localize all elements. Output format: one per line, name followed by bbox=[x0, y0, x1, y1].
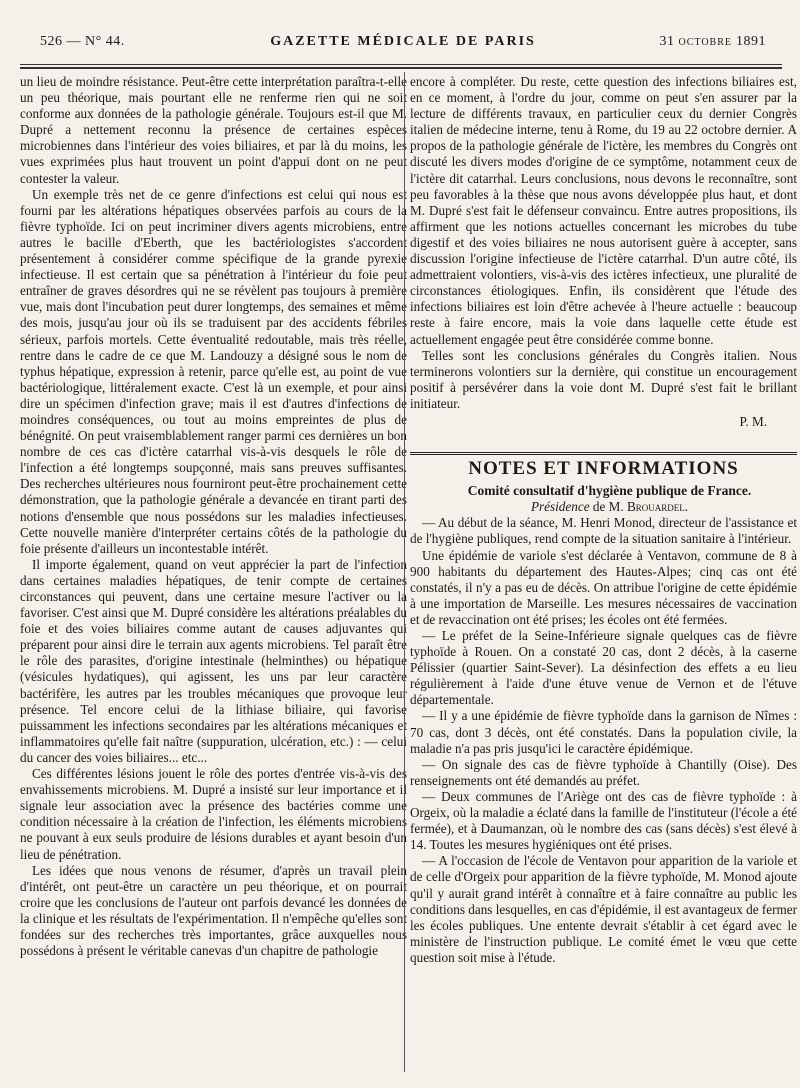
notes-paragraph: — Deux communes de l'Ariège ont des cas de fièvre typhoïde : à Orgeix, où la maladie a éclaté dans la famille de l'instituteur (l'école a été fermée), et à Daumanzan, où le nombre des cas (sans décès) s'est élevé à 14. Toutes les mesures hygiéniques ont été prises. bbox=[410, 788, 797, 853]
article-signature: P. M. bbox=[739, 413, 767, 429]
notes-paragraph: — Le préfet de la Seine-Inférieure signale quelques cas de fièvre typhoïde à Rouen. On a constaté 20 cas, dont 2 décès, à la caserne Pélissier (quartier Saint-Sever). La désinfection des effets a eu lieu régulièrement à l'aide d'une étuve venue de Vernon et de l'étuve départementale. bbox=[410, 628, 797, 708]
left-column bbox=[20, 74, 407, 959]
article-paragraph: Telles sont les conclusions générales du Congrès italien. Nous terminerons volontiers sur la dernière, qui constitue un encouragement positif à persévérer dans la voie dont M. Dupré s'est fait le brillant initiateur. bbox=[410, 347, 797, 411]
section-title: NOTES ET INFORMATIONS bbox=[468, 458, 739, 480]
column-divider bbox=[404, 72, 405, 1072]
section-subtitle: Comité consultatif d'hygiène publique de France. bbox=[467, 483, 752, 499]
presidence-de: de M. bbox=[592, 499, 624, 515]
presidence-label: Présidence bbox=[530, 499, 590, 515]
notes-paragraph: — Il y a une épidémie de fièvre typhoïde dans la garnison de Nîmes : 70 cas, dont 3 décès, ont été constatés. Dans la population civile, la maladie n'a pas pris jusqu'ici le caractère épidémique. bbox=[410, 708, 797, 756]
journal-title: GAZETTE MÉDICALE DE PARIS bbox=[270, 34, 536, 49]
page-number: 526 — N° 44. bbox=[40, 34, 125, 49]
presidence-line bbox=[410, 499, 797, 515]
issue-date bbox=[660, 34, 767, 50]
right-column bbox=[410, 74, 797, 966]
article-paragraph: Un exemple très net de ce genre d'infections est celui qui nous est fourni par les altérations hépatiques observées parfois au cours de la fièvre typhoïde. Ici on peut incriminer divers agents microbiens, entre autres le bacille d'Eberth, que les bactériologistes s'accordent présentement à considérer comme spécifique de la grande pyrexie infectieuse. Il est certain que sa pénétration à l'intérieur du foie peut entraîner de graves désordres qui ne se révèlent pas toujours à première vue, mais dont l'incubation peut durer longtemps, des semaines et même des mois, jusqu'au jour où ils se traduisent par des accidents fébriles sérieux, parfois mortels. Cette éventualité redoutable, mais très réelle, rentre dans le cadre de ce que M. Landouzy a désigné sous le nom de typhus hépatique, expression à retenir, parce qu'elle est, au point de vue bactériologique, littéralement exacte. C'est là un exemple, et pour ainsi dire un spécimen d'infection grave; mais il est d'autres d'infections de moindres conséquences, ou tout au moins empreintes de plus de bénégnité. On peut vraisemblablement ranger parmi ces dernières un bon nombre de ces cas d'ictère catarrhal vis-à-vis desquels le rôle de l'infection a été longtemps soupçonné, mais sans preuves suffisantes. Des recherches ultérieures nous fourniront peut-être prochainement cette démonstration, que la pathologie générale a devancée en tirant parti des notions d'ensemble que nous possédons sur les maladies infectieuses. Cette nouvelle manière d'interpréter certains côtés de la pathologie du foie présente d'ailleurs un incontestable intérêt. bbox=[20, 186, 407, 556]
notes-paragraph: — On signale des cas de fièvre typhoïde à Chantilly (Oise). Des renseignements ont été demandés au préfet. bbox=[410, 756, 797, 788]
article-paragraph: Les idées que nous venons de résumer, d'après un travail plein d'intérêt, ont peut-être un caractère un peu théorique, et on pourrait croire que les conclusions de l'auteur ont parfois devancé les données de la clinique et les résultats de l'expérimentation. Il n'empêche qu'elles sont fondées sur des recherches très importantes, grâce auxquelles nous possédons à présent le véritable canevas d'un chapitre de pathologie bbox=[20, 862, 407, 959]
notes-paragraph: Une épidémie de variole s'est déclarée à Ventavon, commune de 8 à 900 habitants du département des Hautes-Alpes; cinq cas ont été constatés, il n'y a pas eu de décès. On attribue l'origine de cette épidémie à une importation de Marseille. Les mesures nécessaires de vaccination et de revaccination ont été prises; les écoles ont été fermées. bbox=[410, 547, 797, 627]
date-month: OCTOBRE bbox=[678, 37, 732, 48]
article-paragraph: Il importe également, quand on veut apprécier la part de l'infection dans certaines maladies hépatiques, de tenir compte de certaines circonstances qui peuvent, dans une certaine mesure l'activer ou la favoriser. C'est ainsi que M. Dupré considère les altérations préalables du foie et des voies biliaires comme autant de causes adjuvantes qui préparent pour ainsi dire le terrain aux agents microbiens. Tel paraît être le rôle des parasites, d'origine intestinale (helminthes) ou hépatique (vésicules hydatiques), qui agissent, les uns par leur caractère bactérifère, les autres par les troubles mécaniques que provoque leur présence. Tel encore celui de la lithiase biliaire, qui favorise puissamment les infections secondaires par les altérations mécaniques et inflammatoires qu'elle fait naître (suppuration, ulcération, etc.) : — celui du cancer des voies biliaires... etc... bbox=[20, 556, 407, 765]
date-day: 31 bbox=[659, 34, 675, 49]
date-year: 1891 bbox=[736, 34, 766, 49]
page-header bbox=[40, 34, 766, 56]
article-paragraph: Ces différentes lésions jouent le rôle des portes d'entrée vis-à-vis des envahissements microbiens. M. Dupré a insisté sur leur importance et il signale leur association avec la présence des bactéries comme une condition nécessaire à la création de l'infection, les éléments microbiens ne pouvant à eux seuls produire de lésions durables et ayant besoin d'un lieu de pénétration. bbox=[20, 766, 407, 862]
article-paragraph: encore à compléter. Du reste, cette question des infections biliaires est, en ce moment, à l'ordre du jour, comme on peut s'en assurer par la lecture de différents travaux, en particulier ceux du dernier Congrès italien de médecine interne, tenu à Rome, du 19 au 22 octobre dernier. A propos de la pathologie générale de l'ictère, les membres du Congrès ont discuté les divers modes d'origine de ce symptôme, notamment ceux de l'ictère dit catarrhal. Leurs conclusions, nous devons le reconnaître, sont peu favorables à la thèse que nous avons développée plus haut, et dont M. Dupré s'est fait le défenseur convaincu. Entre autres propositions, ils affirment que les notions actuelles concernant les microbes du tube digestif et des voies biliaires ne nous autorisent guère à accepter, sans discussion l'origine infectieuse de l'ictère catarrhal. D'un autre côté, ils admettraient volontiers, vis-à-vis des ictères infectieux, une pluralité de circonstances étiologiques. Enfin, ils considèrent que l'étude des infections biliaires est loin d'être achevée à l'heure actuelle : beaucoup reste à faire encore, mais la voie dans laquelle cette étude est actuellement engagée peut être considérée comme bonne. bbox=[410, 74, 797, 347]
header-rule-thick bbox=[20, 67, 782, 69]
section-divider bbox=[410, 452, 797, 455]
notes-paragraph: — Au début de la séance, M. Henri Monod, directeur de l'assistance et de l'hygiène publiques, rend compte de la situation sanitaire à l'intérieur. bbox=[410, 515, 797, 547]
notes-paragraph: — A l'occasion de l'école de Ventavon pour apparition de la variole et de celle d'Orgeix pour apparition de la fièvre typhoïde, M. Monod ajoute qu'il y aurait grand intérêt à connaître et à faire connaître au public les conditions dans lesquelles, en cas d'épidémie, il est avantageux de fermer les écoles publiques. Une entente devrait s'établir à cet égard avec le ministère de l'instruction publique. Le comité émet le vœu que cette question soit mise à l'étude. bbox=[410, 853, 797, 965]
presidence-name: Brouardel. bbox=[626, 499, 689, 515]
header-rule bbox=[20, 64, 782, 65]
article-paragraph: un lieu de moindre résistance. Peut-être cette interprétation paraîtra-t-elle un peu théorique, mais pourtant elle ne renferme rien qui ne soit conforme aux données de la pathologie générale. Toujours est-il que M. Dupré a nettement reconnu la présence de certaines espèces microbiennes dans l'intérieur des voies biliaires, et par là du moins, les vues exprimées plus haut trouvent un point d'appui dont on ne peut contester la valeur. bbox=[20, 74, 407, 186]
